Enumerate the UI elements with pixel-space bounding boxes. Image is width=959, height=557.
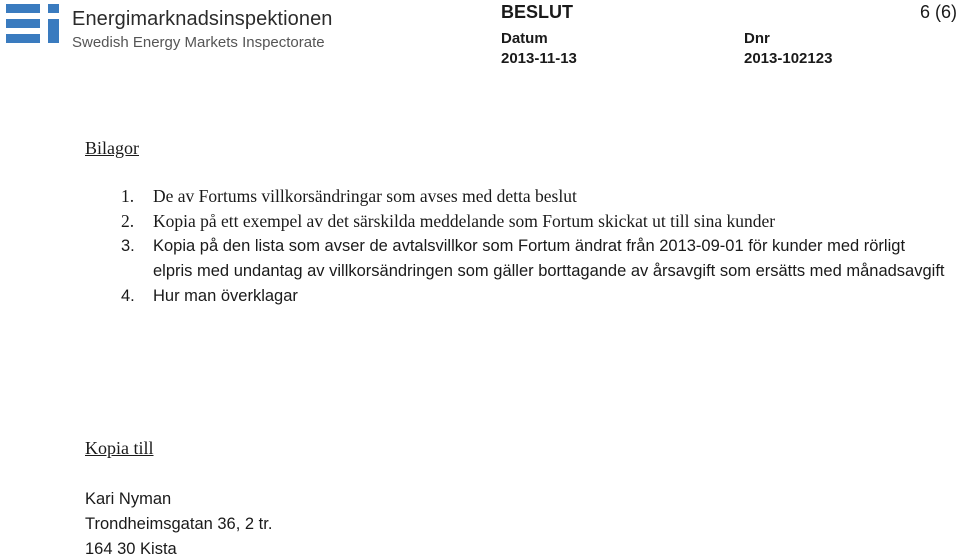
date-label: Datum (501, 30, 548, 47)
list-item (85, 284, 945, 309)
agency-name: Energimarknadsinspektionen (72, 8, 333, 30)
dnr-label: Dnr (744, 30, 770, 47)
bilagor-heading: Bilagor (85, 138, 139, 158)
list-item-text: Kopia på den lista som avser de avtalsvillkor som Fortum ändrat från 2013-09-01 för kunder med rörligt elpris med undantag av villkorsändringen som gäller borttagande av årsavgift som ersätts med månadsavgift (153, 237, 945, 280)
page-number: 6 (6) (919, 2, 957, 22)
list-item-number: 4. (121, 287, 135, 305)
list-item-text: Hur man överklagar (153, 287, 298, 305)
list-item-text: De av Fortums villkorsändringar som avses med detta beslut (153, 186, 577, 206)
list-item-number: 2. (121, 211, 135, 231)
document-type: BESLUT (501, 2, 573, 22)
list-item (85, 209, 945, 234)
list-item (85, 184, 945, 209)
recipient-postal: 164 30 Kista (85, 540, 177, 557)
kopia-till-heading: Kopia till (85, 438, 154, 458)
recipient-address (85, 487, 272, 557)
list-item-number: 3. (121, 237, 135, 255)
agency-logo (4, 2, 334, 54)
date-value: 2013-11-13 (501, 50, 577, 67)
recipient-street: Trondheimsgatan 36, 2 tr. (85, 515, 273, 533)
list-item-text: Kopia på ett exempel av det särskilda meddelande som Fortum skickat ut till sina kunder (153, 211, 776, 231)
list-item-number: 1. (121, 186, 135, 206)
ei-logo-mark-icon (4, 2, 62, 54)
recipient-name: Kari Nyman (85, 490, 172, 508)
attachments-list (85, 184, 945, 309)
agency-subtitle: Swedish Energy Markets Inspectorate (72, 34, 325, 51)
list-item (85, 234, 945, 284)
dnr-value: 2013-102123 (744, 50, 833, 67)
